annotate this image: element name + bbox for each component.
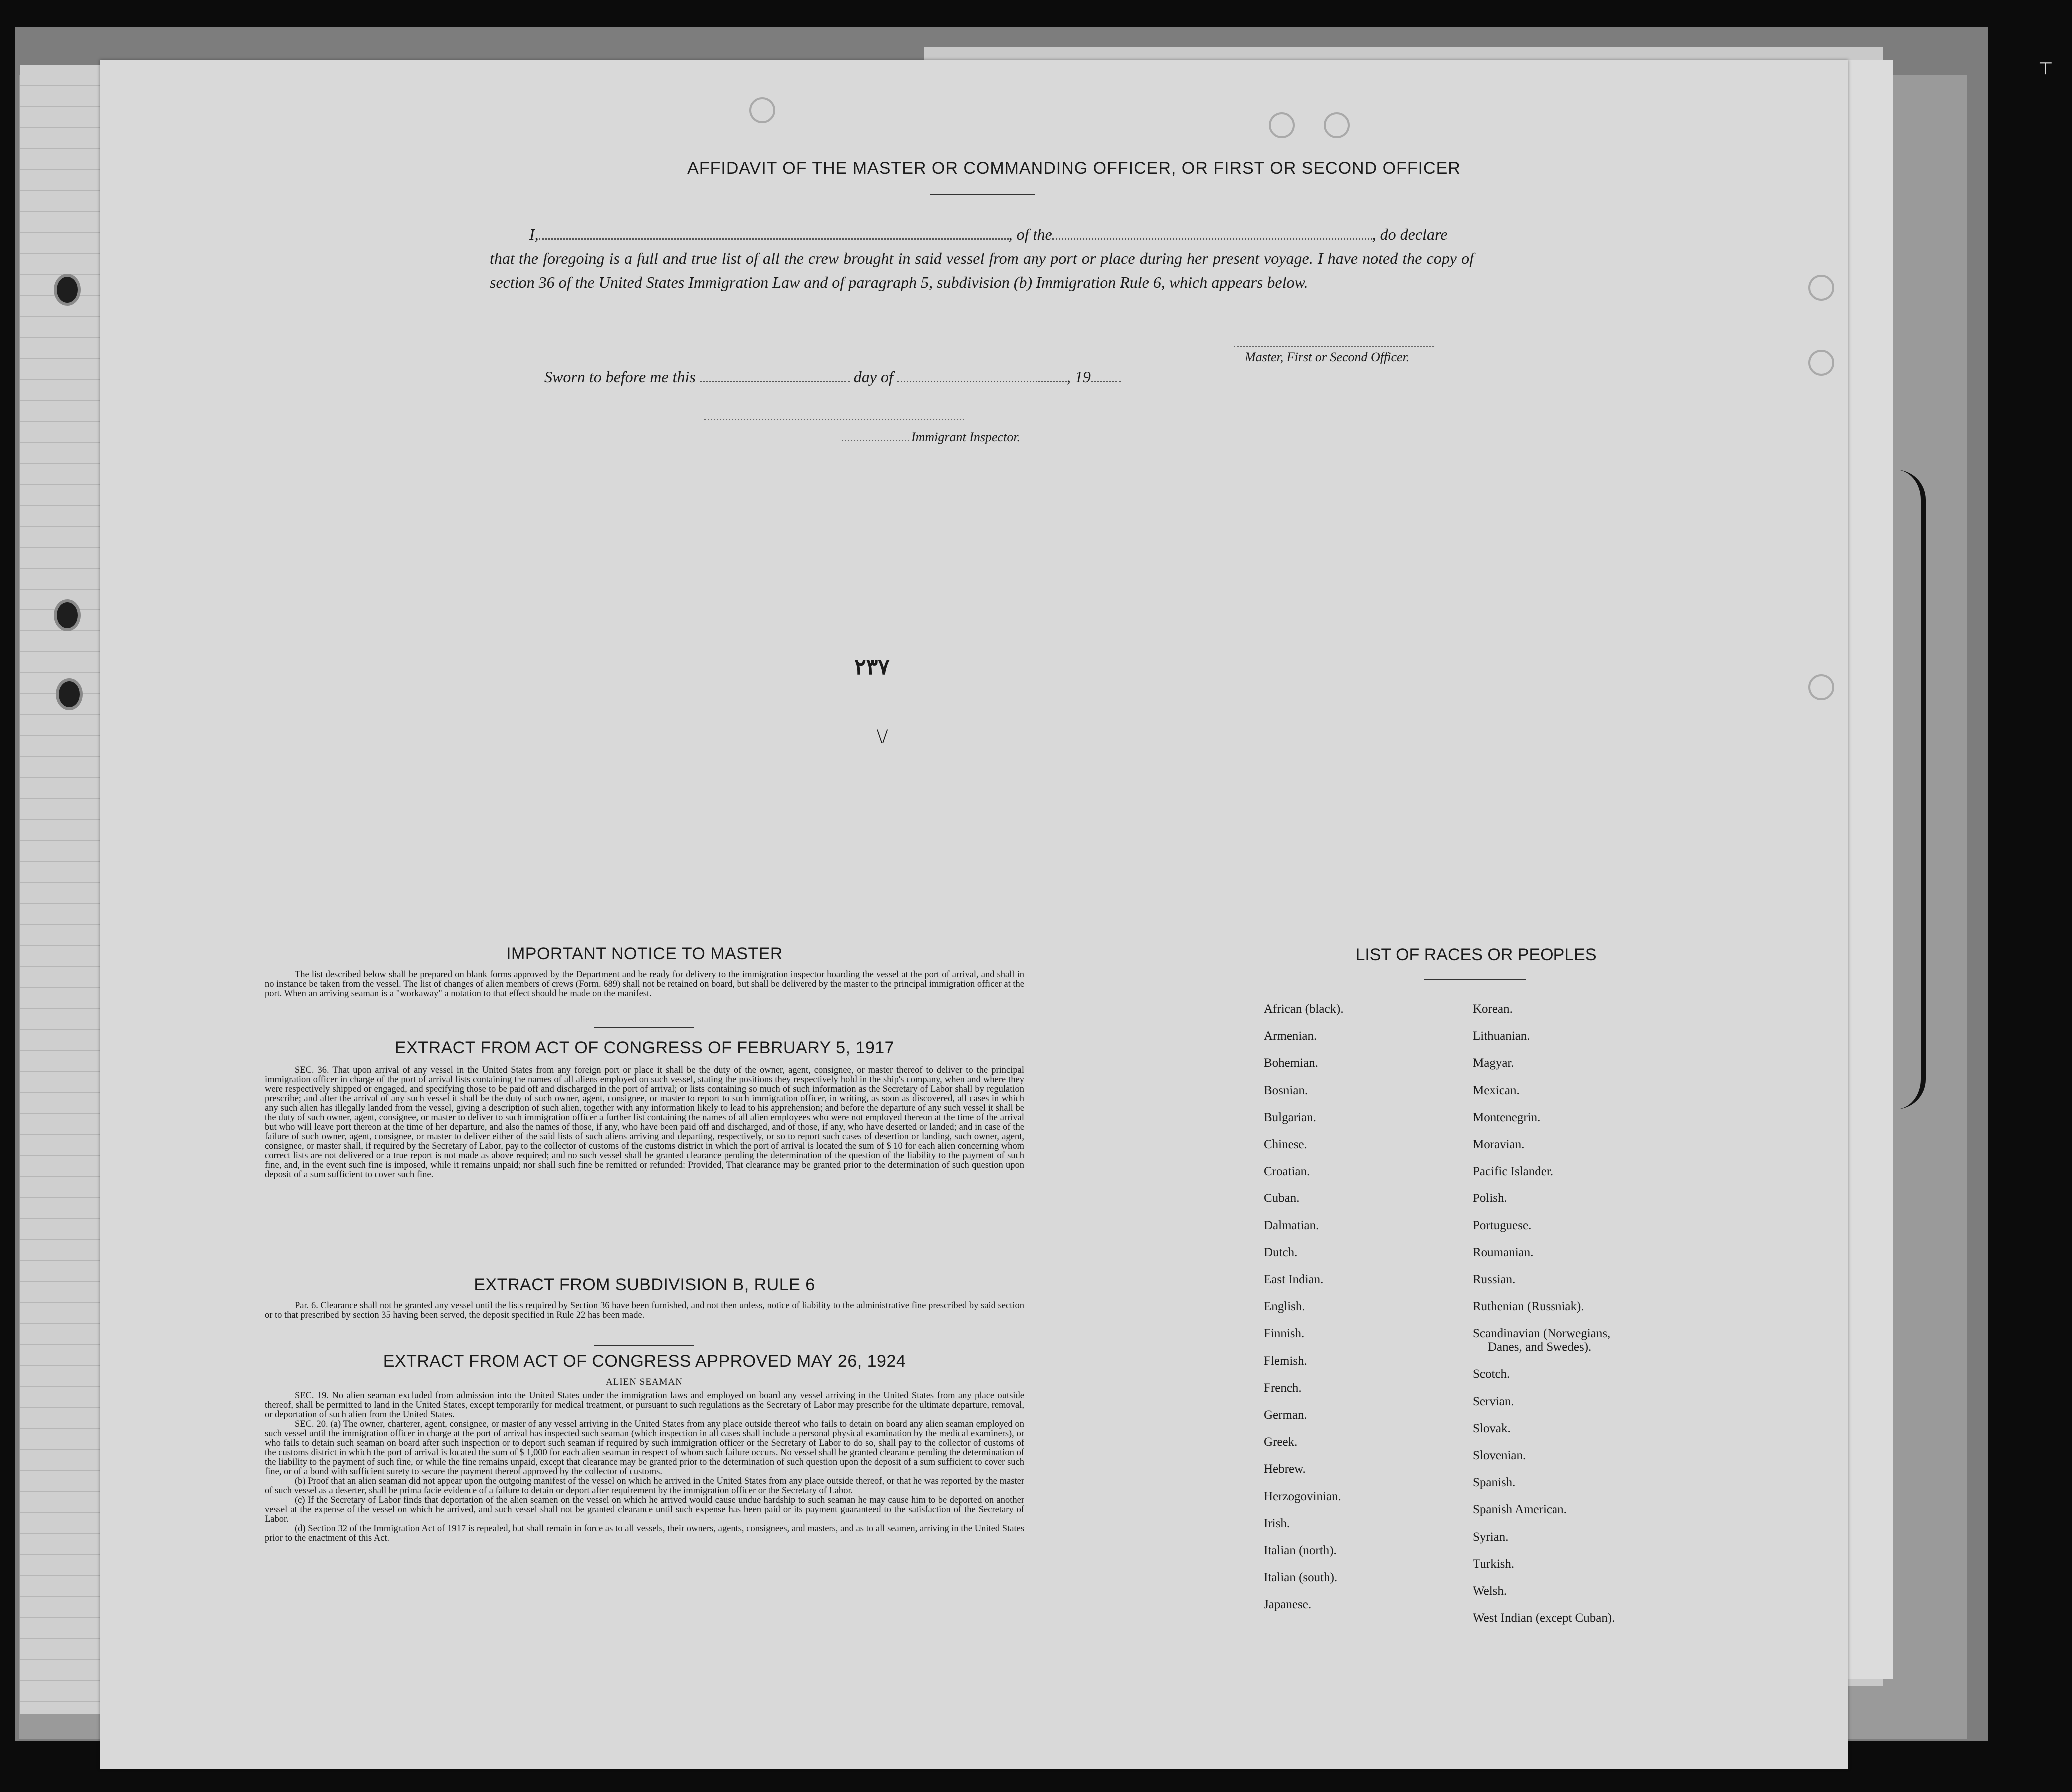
extract-rule6-heading: EXTRACT FROM SUBDIVISION B, RULE 6 — [474, 1275, 815, 1294]
race-item: German. — [1264, 1408, 1307, 1422]
race-item: Slovak. — [1473, 1421, 1511, 1435]
notice-paragraph: The list described below shall be prepared on blank forms approved by the Department and be ready for delivery to the immigration inspector boarding the vessel at the port of arrival, and shall in no instance be taken from the vessel. The list of changes of alien members of crews (Form. 689) shall not be retained on board, but shall be delivered by the master to the principal immigration officer at the port. When an arriving seaman is a "workaway" a notation to that effect should be made on the manifest. — [265, 970, 1024, 999]
affidavit-line-1 — [490, 222, 1474, 246]
race-item: Scotch. — [1473, 1367, 1510, 1381]
affidavit-body: that the foregoing is a full and true list of all the crew brought in said vessel from any port or place during her present voyage. I have noted the copy of section 36 of the United States Immigration Law and of paragraph 5, subdivision (b) Immigration Rule 6, which appears below. — [490, 249, 1474, 291]
vessel-blank[interactable] — [1052, 223, 1372, 240]
race-item: Cuban. — [1264, 1192, 1300, 1205]
race-item: Montenegrin. — [1473, 1110, 1541, 1124]
inspector-label: Immigrant Inspector. — [911, 430, 1021, 444]
race-item: Irish. — [1264, 1516, 1290, 1530]
races-left-column — [1264, 996, 1344, 1619]
affidavit-text — [490, 222, 1474, 294]
binding-ring — [1808, 350, 1834, 376]
race-item: Welsh. — [1473, 1584, 1507, 1598]
race-item: Spanish American. — [1473, 1503, 1567, 1517]
affidavit-do-declare: , do declare — [1372, 225, 1448, 243]
binding-ring — [749, 97, 775, 123]
master-signature-line[interactable] — [1234, 346, 1434, 347]
par-6-paragraph: Par. 6. Clearance shall not be granted any vessel until the lists required by Section 36 have been furnished, and not then unless, notice of liability to the administrative fine prescribed by said section or to that prescribed by section 35 having been served, the deposit specified in Rule 22 has been made. — [265, 1301, 1024, 1320]
race-item: Croatian. — [1264, 1165, 1310, 1179]
race-item: African (black). — [1264, 1002, 1344, 1016]
race-item: Danes, and Swedes). — [1488, 1340, 1592, 1354]
race-item: Italian (north). — [1264, 1544, 1337, 1558]
race-item: English. — [1264, 1300, 1305, 1314]
races-right-column — [1473, 996, 1615, 1632]
notice-text — [265, 970, 1024, 999]
race-item: Chinese. — [1264, 1138, 1307, 1152]
edge-mark: ⊤ — [2038, 59, 2053, 79]
race-item: Korean. — [1473, 1002, 1513, 1016]
binding-ring — [1324, 112, 1350, 138]
binding-string — [1876, 470, 1926, 1109]
race-item: Mexican. — [1473, 1083, 1520, 1097]
sec-20d-paragraph: (d) Section 32 of the Immigration Act of 1917 is repealed, but shall remain in force as to all vessels, their owners, agents, consignees, and masters, and as to all seamen, arriving in the United States prior to the enactment of this Act. — [265, 1524, 1024, 1543]
sworn-year-blank[interactable] — [1091, 366, 1121, 382]
race-item: Pacific Islander. — [1473, 1165, 1554, 1179]
race-item: Slovenian. — [1473, 1449, 1526, 1463]
sworn-day-of: day of — [853, 368, 893, 386]
sworn-month-blank[interactable] — [897, 366, 1067, 382]
race-item: Bohemian. — [1264, 1056, 1319, 1070]
race-item: Spanish. — [1473, 1476, 1516, 1490]
race-item: Dalmatian. — [1264, 1218, 1319, 1232]
name-blank[interactable] — [539, 223, 1009, 240]
race-item: Greek. — [1264, 1435, 1298, 1449]
sec-20c-paragraph: (c) If the Secretary of Labor finds that deportation of the alien seamen on the vessel on which he arrived would cause undue hardship to such seaman he may cause him to be deported on another vessel at the expense of the vessel on which he arrived, and such vessel shall not be granted clearance until such expense has been paid or its payment guaranteed to the satisfaction of the Secretary of Labor. — [265, 1495, 1024, 1524]
race-item: Flemish. — [1264, 1354, 1307, 1368]
race-item: Dutch. — [1264, 1245, 1298, 1259]
sworn-day-blank[interactable] — [700, 366, 850, 382]
race-item: Italian (south). — [1264, 1571, 1338, 1585]
master-label: Master, First or Second Officer. — [1245, 350, 1410, 364]
binding-hole — [56, 678, 83, 710]
handwritten-tick: \/ — [877, 725, 888, 747]
race-item: Bosnian. — [1264, 1083, 1308, 1097]
race-item: Servian. — [1473, 1394, 1514, 1408]
binding-ring — [1808, 674, 1834, 700]
race-item: French. — [1264, 1381, 1302, 1395]
race-item: Armenian. — [1264, 1029, 1317, 1043]
race-item: East Indian. — [1264, 1273, 1324, 1287]
race-item: Ruthenian (Russniak). — [1473, 1300, 1584, 1314]
binding-hole — [54, 274, 81, 306]
affidavit-i: I, — [529, 225, 539, 243]
race-item: Lithuanian. — [1473, 1029, 1530, 1043]
race-item: Roumanian. — [1473, 1245, 1534, 1259]
sworn-year: , 19 — [1066, 368, 1091, 386]
races-rule — [1424, 979, 1526, 980]
extract-rule6-text — [265, 1301, 1024, 1320]
alien-seaman-subheading: ALIEN SEAMAN — [606, 1377, 683, 1387]
affidavit-of-the: , of the — [1008, 225, 1052, 243]
handwritten-number: ۲۳۷ — [854, 654, 890, 680]
sworn-line — [544, 366, 1121, 386]
sec-20b-paragraph: (b) Proof that an alien seaman did not appear upon the outgoing manifest of the vessel on which he arrived in the United States from any place outside thereof, or that he was reported by the master of such vessel as a deserter, shall be prima facie evidence of a failure to detain or deport after requirement by the immigration officer or the Secretary of Labor. — [265, 1476, 1024, 1496]
inspector-dot-lead — [842, 440, 909, 441]
race-item: Herzogovinian. — [1264, 1489, 1341, 1503]
race-item: Russian. — [1473, 1273, 1516, 1287]
sworn-prefix: Sworn to before me this — [544, 368, 696, 386]
section-rule — [594, 1345, 694, 1346]
race-item: Turkish. — [1473, 1557, 1515, 1571]
race-item: Finnish. — [1264, 1327, 1305, 1341]
race-item: Moravian. — [1473, 1138, 1525, 1152]
extract-1924-heading: EXTRACT FROM ACT OF CONGRESS APPROVED MAY 26, 1924 — [383, 1352, 906, 1371]
race-item: Polish. — [1473, 1192, 1507, 1205]
sec-19-paragraph: SEC. 19. No alien seaman excluded from admission into the United States under the immigration laws and employed on board any vessel arriving in the United States from any place outside thereof, shall be permitted to land in the United States, except temporarily for medical treatment, or pursuant to such regulations as the Secretary of Labor may prescribe for the ultimate departure, removal, or deportation of such alien from the United States. — [265, 1391, 1024, 1420]
sec-20a-paragraph: SEC. 20. (a) The owner, charterer, agent, consignee, or master of any vessel arriving in the United States from any place outside thereof who fails to detain on board any alien seaman employed on such vessel until the immigration officer in charge at the port of arrival has inspected such seaman (which inspection in all cases shall include a personal physical examination by the medical examiners), or who fails to detain such seaman on board after such inspection or to deport such seaman if required by such immigration officer or the Secretary of Labor to do so, shall pay to the collector of customs of the customs district in which the port of arrival is located the sum of $ 1,000 for each alien seaman in respect of whom such failure occurs. No vessel shall be granted clearance pending the determination of the liability to the payment of such fine, or while the fine remains unpaid, except that clearance may be granted prior to the determination of such question upon the deposit of a sum sufficient to cover such fine, or of a bond with sufficient surety to secure the payment thereof approved by the collector of customs. — [265, 1419, 1024, 1477]
extract-1924-text — [265, 1391, 1024, 1543]
race-item: Scandinavian (Norwegians, — [1473, 1327, 1611, 1341]
binding-ring — [1808, 275, 1834, 301]
binding-ring — [1269, 112, 1295, 138]
section-rule — [594, 1027, 694, 1028]
races-title: LIST OF RACES OR PEOPLES — [1355, 945, 1597, 964]
affidavit-title: AFFIDAVIT OF THE MASTER OR COMMANDING OFFICER, OR FIRST OR SECOND OFFICER — [687, 159, 1461, 178]
race-item: Hebrew. — [1264, 1462, 1306, 1476]
inspector-signature-line[interactable] — [704, 419, 964, 420]
race-item: West Indian (except Cuban). — [1473, 1611, 1615, 1625]
race-item: Bulgarian. — [1264, 1110, 1316, 1124]
title-rule — [930, 194, 1035, 195]
binding-hole — [54, 599, 81, 631]
extract-1917-heading: EXTRACT FROM ACT OF CONGRESS OF FEBRUARY 5, 1917 — [394, 1038, 895, 1057]
sec-36-paragraph: SEC. 36. That upon arrival of any vessel in the United States from any foreign port or place it shall be the duty of the owner, agent, consignee, or master thereof to deliver to the principal immigration officer in charge of the port of arrival lists containing the names of all aliens employed on such vessel, stating the positions they respectively hold in the ship's company, when and where they were respectively shipped or engaged, and specifying those to be paid off and discharged in the port of arrival; or lists containing so much of such information as the Secretary of Labor shall by regulation prescribe; and after the arrival of any such vessel it shall be the duty of such owner, agent, consignee, or master to report to such immigration officer, in writing, as soon as discovered, all cases in which any such alien has illegally landed from the vessel, giving a description of such alien, together with any information likely to lead to his apprehension; and before the departure of any such vessel it shall be the duty of such owner, agent, consignee, or master to deliver to such immigration officer a further list containing the names of all alien employees who were not employed thereon at the time of the arrival but who will leave port thereon at the time of her departure, and also the names of those, if any, who have been paid off and discharged, and of those, if any, who have deserted or landed; and in case of the failure of such owner, agent, consignee, or master to deliver either of the said lists of such aliens arriving and departing, respectively, or so to report such cases of desertion or landing, such owner, agent, consignee, or master shall, if required by the Secretary of Labor, pay to the collector of customs of the customs district in which the port of arrival is located the sum of $ 10 for each alien concerning whom correct lists are not delivered or a true report is not made as above required; and no such vessel shall be granted clearance pending the determination of the question of the liability to the payment of such fine, and, in the event such fine is imposed, while it remains unpaid; nor shall such fine be remitted or refunded: Provided, That clearance may be granted prior to the determination of such question upon deposit of a sum sufficient to cover such fine. — [265, 1065, 1024, 1180]
race-item: Portuguese. — [1473, 1218, 1532, 1232]
race-item: Syrian. — [1473, 1530, 1509, 1544]
extract-1917-text — [265, 1066, 1024, 1180]
notice-heading: IMPORTANT NOTICE TO MASTER — [506, 944, 783, 963]
race-item: Japanese. — [1264, 1598, 1312, 1612]
race-item: Magyar. — [1473, 1056, 1514, 1070]
